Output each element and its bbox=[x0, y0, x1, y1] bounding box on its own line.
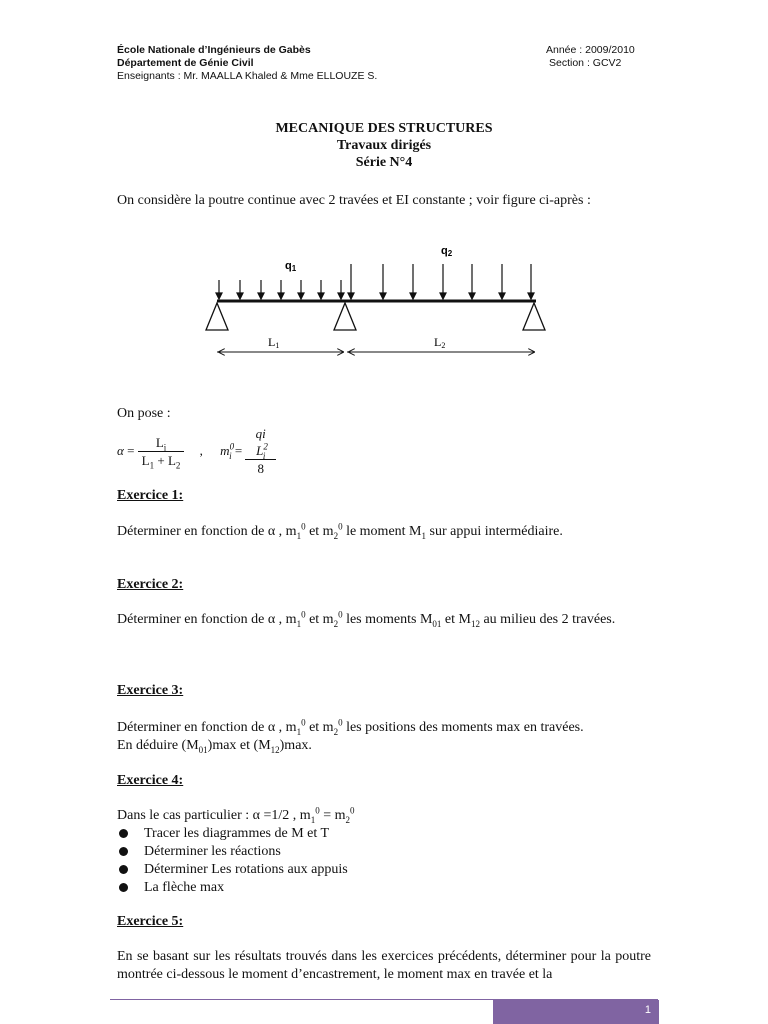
span2-label: L2 bbox=[434, 335, 446, 350]
load-arrowhead bbox=[380, 293, 386, 299]
alpha-fraction: $\frac{L_i}{L_1 + L_2}$ bbox=[138, 434, 185, 469]
school-name: École Nationale d’Ingénieurs de Gabès bbox=[117, 44, 311, 56]
exercise-3-text: Déterminer en fonction de α , $m_1^0$ et $m_2^0$ les positions des moments max en travées. bbox=[117, 717, 584, 737]
list-item: La flèche max bbox=[117, 879, 348, 897]
exercise-4-bullets bbox=[117, 825, 348, 897]
exercise-1-title: Exercice 1: bbox=[117, 488, 184, 503]
load-q1-label: q1 bbox=[285, 260, 297, 273]
exercise-4-title: Exercice 4: bbox=[117, 773, 184, 788]
load-q2-label: q2 bbox=[441, 245, 453, 258]
list-item: Déterminer les réactions bbox=[117, 843, 348, 861]
exercise-2-title: Exercice 2: bbox=[117, 577, 184, 592]
load-arrowhead bbox=[318, 293, 324, 299]
list-item: Tracer les diagrammes de M et T bbox=[117, 825, 348, 843]
load-arrowhead bbox=[499, 293, 505, 299]
alpha-symbol: α bbox=[117, 443, 124, 458]
load-arrowhead bbox=[278, 293, 284, 299]
equals-sign-1: = bbox=[127, 443, 135, 458]
support-left bbox=[206, 303, 228, 330]
title-line-2: Travaux dirigés bbox=[336, 138, 432, 153]
m-fraction: $\frac{qi L^2_i}{8}$ bbox=[245, 425, 276, 477]
on-pose-label: On pose : bbox=[117, 406, 171, 421]
page-number: 1 bbox=[644, 1004, 651, 1016]
load-arrowhead bbox=[410, 293, 416, 299]
doc-title bbox=[117, 120, 651, 171]
exercise-5-title: Exercice 5: bbox=[117, 914, 184, 929]
exercise-5-text: En se basant sur les résultats trouvés dans les exercices précédents, déterminer pour la poutre montrée ci-dessous le moment d’encastrement, le moment max en travée et la bbox=[117, 949, 651, 982]
m-symbol: $m^0_i$ bbox=[220, 441, 235, 461]
load-q2-arrows bbox=[348, 264, 534, 299]
exercise-2-text: Déterminer en fonction de α , $m_1^0$ et $m_2^0$ les moments $M_{01}$ et $M_{12}$ au milieu des 2 travées. bbox=[117, 609, 616, 629]
load-arrowhead bbox=[298, 293, 304, 299]
formula-comma: , bbox=[199, 443, 203, 458]
load-arrowhead bbox=[528, 293, 534, 299]
academic-year: Année : 2009/2010 bbox=[546, 44, 635, 56]
load-arrowhead bbox=[338, 293, 344, 299]
exercise-4-text: Dans le cas particulier : α =1/2 , $m_1^0 = m_2^0$ bbox=[117, 805, 355, 825]
footer-page-box bbox=[493, 1000, 659, 1024]
load-arrowhead bbox=[469, 293, 475, 299]
exercise-1-text: Déterminer en fonction de α , $m_1^0$ et $m_2^0$ le moment $M_1$ sur appui intermédiaire. bbox=[117, 521, 563, 541]
department-name: Département de Génie Civil bbox=[117, 57, 254, 69]
title-line-3: Série N°4 bbox=[355, 155, 413, 170]
load-q1-arrows bbox=[216, 280, 344, 299]
title-line-1: MECANIQUE DES STRUCTURES bbox=[275, 121, 493, 136]
support-middle bbox=[334, 303, 356, 330]
load-arrowhead bbox=[237, 293, 243, 299]
exercise-3-text-2: En déduire $(M_{01})\max$ et $(M_{12})\max$. bbox=[117, 738, 312, 755]
formula-block bbox=[117, 425, 276, 477]
exercise-3-title: Exercice 3: bbox=[117, 683, 184, 698]
list-item: Déterminer Les rotations aux appuis bbox=[117, 861, 348, 879]
support-right bbox=[523, 303, 545, 330]
span1-label: L1 bbox=[268, 335, 280, 350]
beam-figure bbox=[195, 238, 555, 368]
load-arrowhead bbox=[258, 293, 264, 299]
intro-text: On considère la poutre continue avec 2 travées et EI constante ; voir figure ci-après : bbox=[117, 193, 591, 208]
section-label: Section : GCV2 bbox=[549, 57, 622, 69]
load-arrowhead bbox=[440, 293, 446, 299]
load-arrowhead bbox=[216, 293, 222, 299]
equals-sign-2: = bbox=[234, 443, 243, 458]
teachers-line: Enseignants : Mr. MAALLA Khaled & Mme ELLOUZE S. bbox=[117, 70, 378, 82]
load-arrowhead bbox=[348, 293, 354, 299]
